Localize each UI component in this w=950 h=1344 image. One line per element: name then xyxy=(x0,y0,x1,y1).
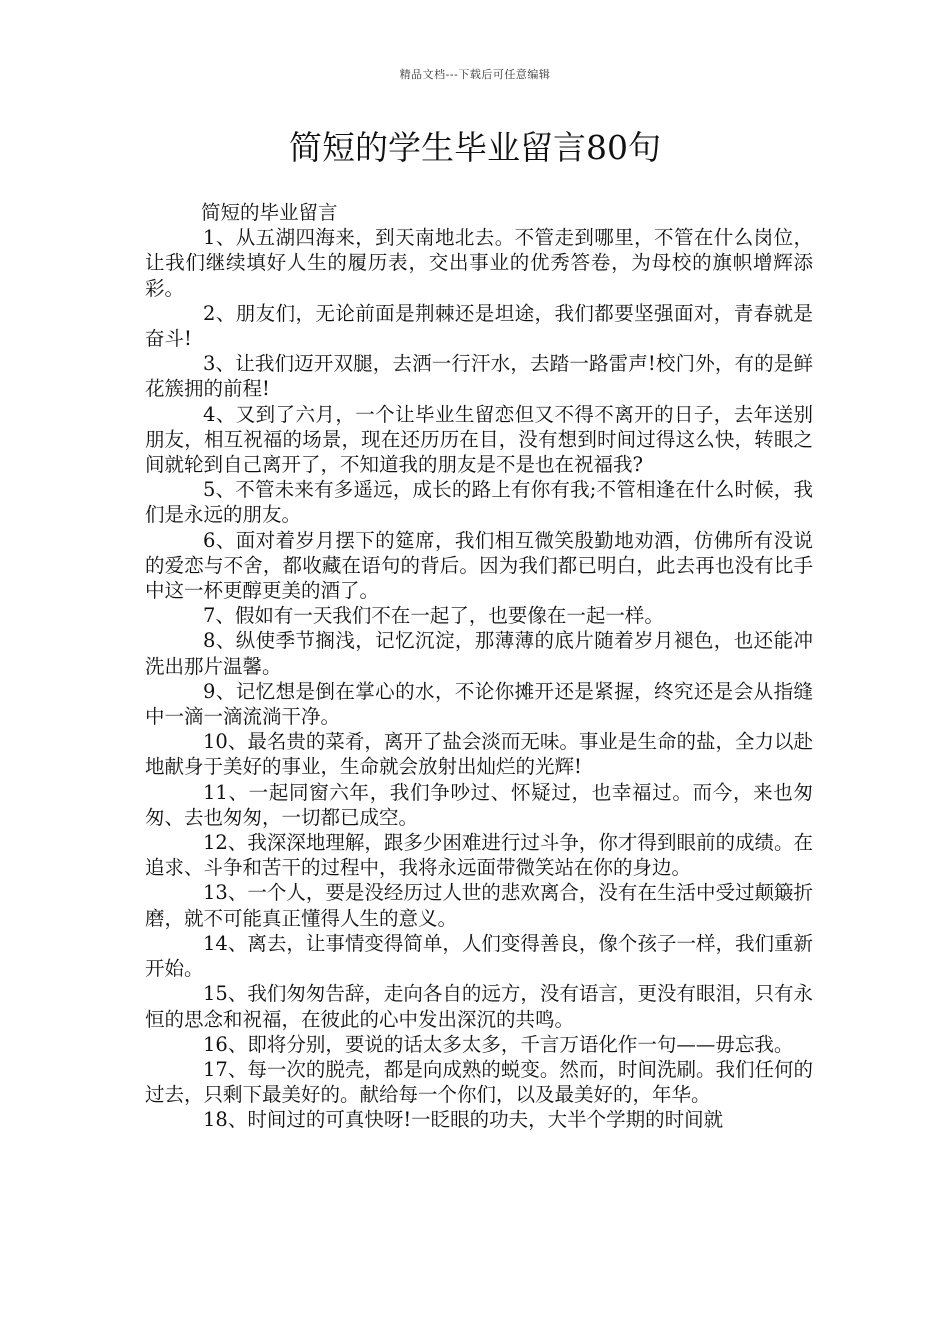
paragraph: 9、记忆想是倒在掌心的水，不论你摊开还是紧握，终究还是会从指缝中一滴一滴流淌干净。 xyxy=(145,679,813,729)
paragraph: 16、即将分别，要说的话太多太多，千言万语化作一句——毋忘我。 xyxy=(203,1032,794,1056)
paragraph: 14、离去，让事情变得简单，人们变得善良，像个孩子一样，我们重新开始。 xyxy=(145,931,813,981)
document-title: 简短的学生毕业留言80句 xyxy=(289,128,661,167)
paragraph: 18、时间过的可真快呀!一眨眼的功夫，大半个学期的时间就 xyxy=(203,1108,724,1132)
paragraph: 1、从五湖四海来，到天南地北去。不管走到哪里，不管在什么岗位，让我们继续填好人生的履历表，交出事业的优秀答卷，为母校的旗帜增辉添彩。 xyxy=(145,226,813,300)
section-heading: 简短的毕业留言 xyxy=(201,201,338,224)
paragraph: 7、假如有一天我们不在一起了，也要像在一起一样。 xyxy=(203,604,664,628)
paragraph: 5、不管未来有多遥远，成长的路上有你有我;不管相逢在什么时候，我们是永远的朋友。 xyxy=(145,478,813,527)
paragraph: 12、我深深地理解，跟多少困难进行过斗争，你才得到眼前的成绩。在追求、斗争和苦干的过程中，我将永远面带微笑站在你的身边。 xyxy=(145,831,813,880)
paragraph: 4、又到了六月，一个让毕业生留恋但又不得不离开的日子，去年送别朋友，相互祝福的场景，现在还历历在目，没有想到时间过得这么快，转眼之间就轮到自己离开了，不知道我的朋友是不是也在祝福我? xyxy=(145,402,813,477)
paragraph: 2、朋友们，无论前面是荆棘还是坦途，我们都要坚强面对，青春就是奋斗! xyxy=(145,301,813,351)
header-note: 精品文档---下载后可任意编辑 xyxy=(399,68,551,81)
paragraph: 8、纵使季节搁浅，记忆沉淀，那薄薄的底片随着岁月褪色，也还能冲洗出那片温馨。 xyxy=(145,629,813,678)
paragraph: 3、让我们迈开双腿，去洒一行汗水，去踏一路雷声!校门外，有的是鲜花簇拥的前程! xyxy=(145,352,813,401)
paragraph: 10、最名贵的菜肴，离开了盐会淡而无味。事业是生命的盐，全力以赴地献身于美好的事业，生命就会放射出灿烂的光辉! xyxy=(145,730,813,779)
document-body xyxy=(145,200,813,1133)
paragraph: 15、我们匆匆告辞，走向各自的远方，没有语言，更没有眼泪，只有永恒的思念和祝福，在彼此的心中发出深沉的共鸣。 xyxy=(145,982,813,1031)
paragraph: 6、面对着岁月摆下的筵席，我们相互微笑殷勤地劝酒，仿佛所有没说的爱恋与不舍，都收藏在语句的背后。因为我们都已明白，此去再也没有比手中这一杯更醇更美的酒了。 xyxy=(145,528,813,603)
paragraph: 13、一个人，要是没经历过人世的悲欢离合，没有在生活中受过颠簸折磨，就不可能真正懂得人生的意义。 xyxy=(145,881,813,930)
paragraph: 17、每一次的脱壳，都是向成熟的蜕变。然而，时间洗刷。我们任何的过去，只剩下最美好的。献给每一个你们，以及最美好的，年华。 xyxy=(145,1057,813,1107)
paragraph: 11、一起同窗六年，我们争吵过、怀疑过，也幸福过。而今，来也匆匆、去也匆匆，一切都已成空。 xyxy=(145,780,813,829)
